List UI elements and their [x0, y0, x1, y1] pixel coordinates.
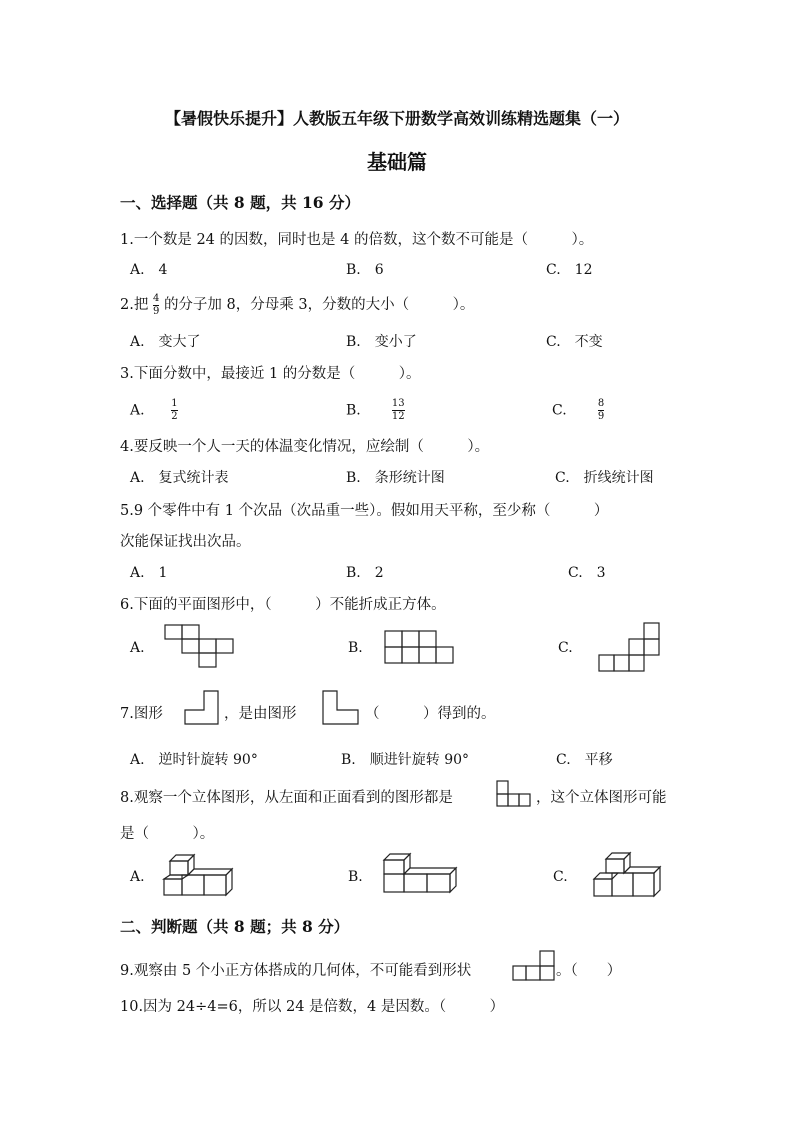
q6-net-a: [164, 624, 236, 668]
q3-option-b: B. $\frac{13}{12}$: [346, 398, 405, 422]
question-8-part-a: 8.观察一个立体图形，从左面和正面看到的图形都是: [120, 790, 453, 806]
q5-option-c: C. 3: [568, 565, 606, 581]
q4-option-b: B. 条形统计图: [346, 470, 445, 486]
section-heading-choice: 一、选择题（共 8 题，共 16 分）: [120, 193, 360, 212]
question-10: 10.因为 24÷4=6，所以 24 是倍数，4 是因数。（ ）: [120, 999, 505, 1015]
q2-option-b: B. 变小了: [346, 334, 417, 350]
q8-option-c-label: C.: [553, 869, 568, 885]
q8-option-a-label: A.: [130, 869, 145, 885]
question-3: 3.下面分数中，最接近 1 的分数是（ ）。: [120, 366, 421, 382]
question-4: 4.要反映一个人一天的体温变化情况，应绘制（ ）。: [120, 439, 490, 455]
question-7-part-b: ，是由图形: [224, 706, 297, 722]
question-7-part-c: （ ）得到的。: [365, 706, 496, 722]
q8-solid-c: [592, 850, 662, 898]
document-subtitle: 基础篇: [367, 150, 427, 174]
q6-option-c-label: C.: [558, 640, 573, 656]
q6-option-b-label: B.: [348, 640, 363, 656]
question-5-line-1: 5.9 个零件中有 1 个次品（次品重一些）。假如用天平称，至少称（ ）: [120, 503, 609, 519]
q7-shape-original: [322, 690, 360, 726]
question-2: 2.把 $\frac{4}{9}$ 的分子加 8，分母乘 3，分数的大小（ ）。: [120, 292, 475, 317]
document-title: 【暑假快乐提升】人教版五年级下册数学高效训练精选题集（一）: [164, 109, 629, 128]
q6-net-b: [384, 630, 456, 664]
q8-option-b-label: B.: [348, 869, 363, 885]
question-6: 6.下面的平面图形中，（ ）不能折成正方体。: [120, 597, 446, 613]
question-9-part-b: 。（ ）: [556, 963, 622, 979]
q8-solid-a: [162, 852, 236, 898]
question-1: 1.一个数是 24 的因数，同时也是 4 的倍数，这个数不可能是（ ）。: [120, 232, 594, 248]
q7-option-a: A. 逆时针旋转 90°: [130, 752, 258, 768]
q7-option-b: B. 顺进针旋转 90°: [341, 752, 470, 768]
q5-option-b: B. 2: [346, 565, 384, 581]
q1-option-c: C. 12: [546, 262, 593, 278]
q8-view-shape: [496, 780, 532, 808]
q2-option-a: A. 变大了: [130, 334, 201, 350]
q3-option-c: C. $\frac{8}{9}$: [552, 398, 605, 422]
q3-option-a: A. $\frac{1}{2}$: [130, 398, 178, 422]
q4-option-c: C. 折线统计图: [555, 470, 654, 486]
q8-solid-b: [382, 852, 458, 894]
question-5-line-2: 次能保证找出次品。: [120, 534, 251, 550]
section-heading-judgement: 二、判断题（共 8 题；共 8 分）: [120, 917, 350, 936]
q6-net-c: [598, 622, 662, 672]
question-7-part-a: 7.图形: [120, 706, 163, 722]
question-8-line-2: 是（ ）。: [120, 826, 215, 842]
question-9-part-a: 9.观察由 5 个小正方体搭成的几何体，不可能看到形状: [120, 963, 472, 979]
q7-option-c: C. 平移: [556, 752, 613, 768]
question-8-part-b: ，这个立体图形可能: [536, 790, 667, 806]
q2-option-c: C. 不变: [546, 334, 603, 350]
q4-option-a: A. 复式统计表: [130, 470, 229, 486]
fraction-4-9: $\frac{4}{9}$: [152, 292, 160, 317]
q5-option-a: A. 1: [130, 565, 168, 581]
q1-option-a: A. 4: [130, 262, 168, 278]
q9-view-shape: [512, 950, 556, 982]
q6-option-a-label: A.: [130, 640, 145, 656]
q7-shape-result: [184, 690, 220, 726]
q1-option-b: B. 6: [346, 262, 384, 278]
